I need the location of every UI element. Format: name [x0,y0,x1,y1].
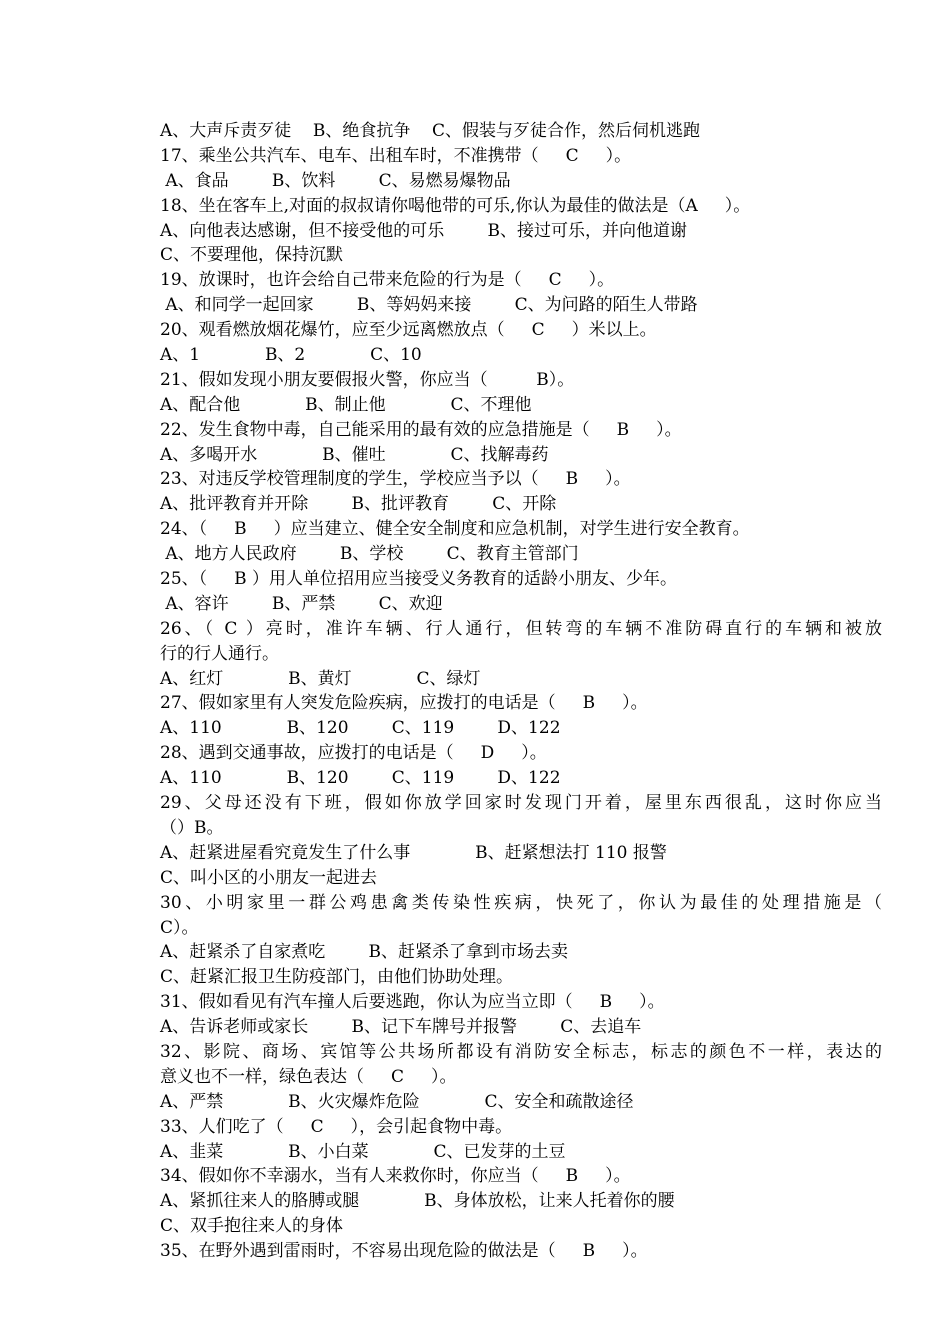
document-body [160,119,882,1264]
text-line: A、红灯 B、黄灯 C、绿灯 [160,668,481,689]
text-line: A、容许 B、严禁 C、欢迎 [160,593,443,614]
text-line: A、告诉老师或家长 B、记下车牌号并报警 C、去追车 [160,1017,642,1038]
text-line: 18、坐在客车上,对面的叔叔请你喝他带的可乐,你认为最佳的做法是（A ）。 [160,195,751,216]
text-line: A、批评教育并开除 B、批评教育 C、开除 [160,494,557,515]
text-line: A、110 B、120 C、119 D、122 [160,768,561,789]
text-line: 32、影院、商场、宾馆等公共场所都设有消防安全标志，标志的颜色不一样，表达的 [160,1041,882,1062]
text-line: A、地方人民政府 B、学校 C、教育主管部门 [160,544,579,565]
text-line: A、紧抓往来人的胳膊或腿 B、身体放松，让来人托着你的腰 [160,1191,675,1212]
text-line: 31、假如看见有汽车撞人后要逃跑，你认为应当立即（ B ）。 [160,992,665,1013]
text-line: A、和同学一起回家 B、等妈妈来接 C、为问路的陌生人带路 [160,295,698,316]
text-line: 22、发生食物中毒，自己能采用的最有效的应急措施是（ B ）。 [160,419,682,440]
text-line: A、110 B、120 C、119 D、122 [160,718,561,739]
text-line: 25、（ B ）用人单位招用应当接受义务教育的适龄小朋友、少年。 [160,569,678,590]
text-line: 29、父母还没有下班，假如你放学回家时发现门开着，屋里东西很乱，这时你应当 [160,793,882,814]
text-line: 17、乘坐公共汽车、电车、出租车时，不准携带（ C ）。 [160,145,632,166]
text-line: A、配合他 B、制止他 C、不理他 [160,394,532,415]
text-line: A、赶紧杀了自家煮吃 B、赶紧杀了拿到市场去卖 [160,942,568,963]
text-line: 26、（ C ）亮时，准许车辆、行人通行，但转弯的车辆不准防碍直行的车辆和被放 [160,618,882,639]
text-line: A、食品 B、饮料 C、易燃易爆物品 [160,170,511,191]
text-line: A、多喝开水 B、催吐 C、找解毒药 [160,444,549,465]
text-line: （）B。 [160,817,224,838]
text-line: 意义也不一样，绿色表达（ C ）。 [160,1066,457,1087]
text-line: C、叫小区的小朋友一起进去 [160,867,378,888]
text-line: 23、对违反学校管理制度的学生，学校应当予以（ B ）。 [160,469,631,490]
text-line: 27、假如家里有人突发危险疾病，应拨打的电话是（ B ）。 [160,693,648,714]
text-line: A、大声斥责歹徒 B、绝食抗争 C、假装与歹徒合作，然后伺机逃跑 [160,121,701,141]
text-line: C、不要理他，保持沉默 [160,245,344,266]
text-line: 35、在野外遇到雷雨时，不容易出现危险的做法是（ B ）。 [160,1241,648,1262]
text-line: A、严禁 B、火灾爆炸危险 C、安全和疏散途径 [160,1091,634,1112]
text-line: 24、（ B ）应当建立、健全安全制度和应急机制，对学生进行安全教育。 [160,519,750,540]
text-line: 19、放课时，也许会给自己带来危险的行为是（ C ）。 [160,270,615,291]
text-line: 30、小明家里一群公鸡患禽类传染性疾病，快死了，你认为最佳的处理措施是（ [160,892,882,913]
text-line: A、赶紧进屋看究竟发生了什么事 B、赶紧想法打 110 报警 [160,842,667,863]
text-line: C、赶紧汇报卫生防疫部门，由他们协助处理。 [160,967,514,988]
text-line: A、1 B、2 C、10 [160,345,422,366]
text-line: C）。 [160,917,199,938]
text-line: 21、假如发现小朋友要假报火警，你应当（ B）。 [160,369,575,390]
text-line: 34、假如你不幸溺水，当有人来救你时，你应当（ B ）。 [160,1166,631,1187]
text-line: 33、人们吃了（ C ），会引起食物中毒。 [160,1116,513,1137]
text-line: 20、观看燃放烟花爆竹，应至少远离燃放点（ C ）米以上。 [160,320,657,341]
text-line: A、向他表达感谢，但不接受他的可乐 B、接过可乐，并向他道谢 [160,220,687,241]
text-line: 28、遇到交通事故，应拨打的电话是（ D ）。 [160,743,547,764]
text-line: C、双手抱往来人的身体 [160,1216,344,1237]
text-line: 行的行人通行。 [160,643,279,664]
text-line: A、韭菜 B、小白菜 C、已发芽的土豆 [160,1141,566,1162]
